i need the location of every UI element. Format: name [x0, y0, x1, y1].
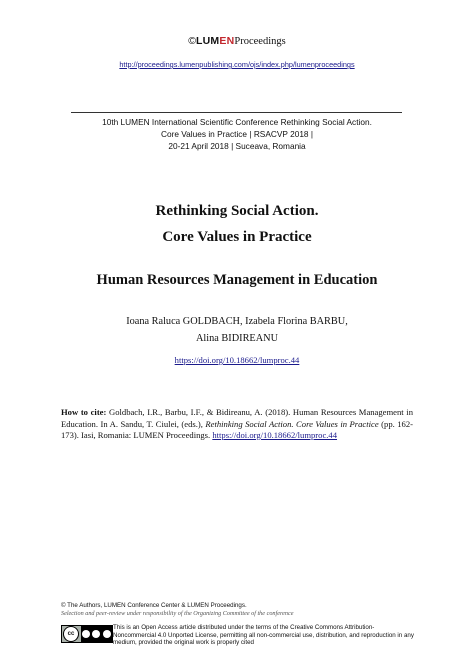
header-divider	[71, 112, 402, 113]
copyright-block	[61, 602, 421, 617]
lumen-logo	[0, 35, 474, 47]
peer-review-note: Selection and peer-review under responsibility of the Organizing Committee of the conference	[61, 609, 294, 617]
volume-title-line-2: Core Values in Practice	[162, 229, 312, 245]
volume-title	[0, 198, 474, 250]
cc-license-badge[interactable]	[61, 625, 113, 643]
conference-line-2: Core Values in Practice | RSACVP 2018 |	[160, 129, 314, 139]
license-text	[113, 624, 418, 647]
copyright-symbol: ©	[188, 35, 197, 47]
conference-info	[60, 116, 414, 152]
nc-icon	[92, 630, 100, 638]
citation-book-title: Rethinking Social Action. Core Values in Practice	[205, 418, 379, 429]
nd-icon	[103, 630, 111, 638]
citation-label: How to cite:	[61, 407, 107, 417]
doi-link[interactable]: https://doi.org/10.18662/lumproc.44	[174, 355, 300, 365]
logo-proceedings: Proceedings	[234, 36, 286, 47]
conference-line-3: 20-21 April 2018 | Suceava, Romania	[168, 141, 306, 151]
article-title: Human Resources Management in Education	[96, 272, 378, 288]
license-line-1: This is an Open Access article distributed under the terms of the Creative Commons Attribution-	[113, 624, 375, 631]
volume-title-line-1: Rethinking Social Action.	[155, 203, 319, 219]
logo-lumen-part2: EN	[219, 35, 235, 47]
license-line-2: Noncommercial 4.0 Unported License, permitting all non-commercial use, distribution, and reproduction in any	[113, 631, 414, 639]
citation-text-after: (pp. 162-173). Iasi, Romania: LUMEN Proceedings.	[61, 418, 414, 440]
license-line-3: medium, provided the original work is properly cited	[113, 639, 255, 647]
logo-lumen-part1: LUM	[196, 35, 220, 47]
copyright-text: © The Authors, LUMEN Conference Center & LUMEN Proceedings.	[61, 602, 247, 609]
citation-text-before: Goldbach, I.R., Barbu, I.F., & Bidireanu, A. (2018). Human Resources Management in Education. In A. Sandu, T. Ciulei, (eds.),	[61, 407, 413, 429]
journal-url-link[interactable]: http://proceedings.lumenpublishing.com/ojs/index.php/lumenproceedings	[119, 60, 355, 69]
citation-doi-link[interactable]: https://doi.org/10.18662/lumproc.44	[212, 430, 338, 440]
authors-line-1: Ioana Raluca GOLDBACH, Izabela Florina BARBU,	[126, 316, 348, 327]
authors	[80, 313, 394, 347]
conference-line-1: 10th LUMEN International Scientific Conference Rethinking Social Action.	[102, 117, 372, 127]
how-to-cite	[61, 407, 413, 442]
cc-license-icons	[81, 626, 112, 642]
by-icon	[82, 630, 90, 638]
cc-icon: cc	[63, 626, 79, 642]
authors-line-2: Alina BIDIREANU	[195, 333, 279, 344]
